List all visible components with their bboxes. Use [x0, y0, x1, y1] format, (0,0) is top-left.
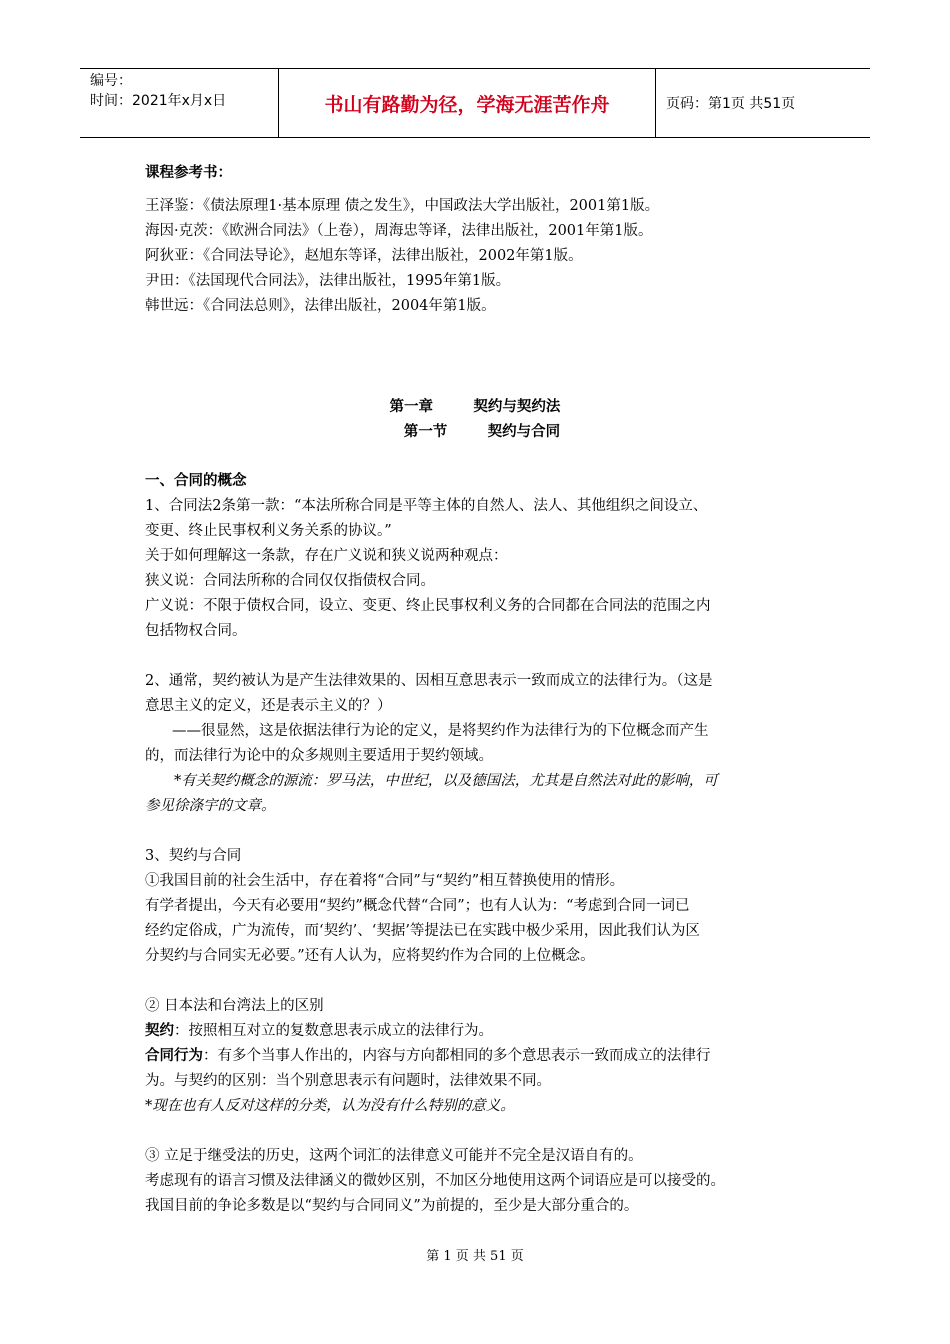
paragraph-line: ③ 立足于继受法的历史，这两个词汇的法律意义可能并不完全是汉语自有的。 — [145, 1148, 643, 1164]
paragraph-line: 的，而法律行为论中的众多规则主要适用于契约领域。 — [145, 748, 493, 764]
term-label: 合同行为 — [145, 1048, 203, 1064]
italic-note: *现在也有人反对这样的分类，认为没有什么特别的意义。 — [145, 1098, 515, 1114]
paragraph-line: ——很显然，这是依据法律行为论的定义，是将契约作为法律行为的下位概念而产生 — [172, 723, 709, 739]
header-meta-cell — [80, 69, 279, 137]
italic-note: 参见徐涤宇的文章。 — [145, 798, 276, 814]
paragraph-line: 广义说：不限于债权合同，设立、变更、终止民事权利义务的合同都在合同法的范围之内 — [145, 598, 711, 614]
paragraph-line: 经约定俗成，广为流传，而‘契约’、‘契据’等提法已在实践中极少采用，因此我们认为区 — [145, 923, 700, 939]
paragraph-line: 有学者提出，今天有必要用“契约”概念代替“合同”；也有人认为：“考虑到合同一词已 — [145, 898, 690, 914]
header-time: 时间：2021年x月x日 — [90, 93, 227, 109]
paragraph-line: 变更、终止民事权利义务关系的协议。” — [145, 523, 392, 539]
header-table — [80, 68, 870, 138]
italic-note: *有关契约概念的源流：罗马法，中世纪，以及德国法，尤其是自然法对此的影响，可 — [174, 773, 718, 789]
paragraph-line: 关于如何理解这一条款，存在广义说和狭义说两种观点： — [145, 548, 508, 564]
paragraph-line: 考虑现有的语言习惯及法律涵义的微妙区别，不加区分地使用这两个词语应是可以接受的。 — [145, 1173, 725, 1189]
definition-line — [145, 1021, 493, 1041]
paragraph-line: ①我国目前的社会生活中，存在着将“合同”与“契约”相互替换使用的情形。 — [145, 873, 625, 889]
page-footer: 第 1 页 共 51 页 — [426, 1249, 524, 1264]
heading-concept: 一、合同的概念 — [145, 473, 247, 489]
paragraph-line: 3、契约与合同 — [145, 848, 242, 864]
paragraph-line: 意思主义的定义，还是表示主义的？） — [145, 698, 392, 714]
ref-item: 阿狄亚：《合同法导论》，赵旭东等译，法律出版社，2002年第1版。 — [145, 248, 583, 264]
paragraph-line: ② 日本法和台湾法上的区别 — [145, 998, 324, 1014]
paragraph-line: 分契约与合同实无必要。”还有人认为，应将契约作为合同的上位概念。 — [145, 948, 595, 964]
header-number: 编号： — [90, 73, 132, 89]
paragraph-line: 2、通常，契约被认为是产生法律效果的、因相互意思表示一致而成立的法律行为。（这是 — [145, 673, 713, 689]
chapter-title: 第一章 契约与契约法 — [389, 399, 561, 415]
refs-title: 课程参考书： — [145, 165, 232, 181]
paragraph-line: 我国目前的争论多数是以“契约与合同同义”为前提的，至少是大部分重合的。 — [145, 1198, 639, 1214]
term-label: 契约 — [145, 1023, 174, 1039]
definition-text: ：有多个当事人作出的，内容与方向都相同的多个意思表示一致而成立的法律行 — [203, 1048, 711, 1064]
ref-item: 王泽鉴：《债法原理1·基本原理 债之发生》，中国政法大学出版社，2001第1版。 — [145, 198, 660, 214]
paragraph-line: 为。与契约的区别：当个别意思表示有问题时，法律效果不同。 — [145, 1073, 551, 1089]
ref-item: 尹田：《法国现代合同法》，法律出版社，1995年第1版。 — [145, 273, 511, 289]
ref-item: 韩世远：《合同法总则》，法律出版社，2004年第1版。 — [145, 298, 496, 314]
ref-item: 海因·克茨：《欧洲合同法》（上卷），周海忠等译，法律出版社，2001年第1版。 — [145, 223, 653, 239]
paragraph-line: 1、合同法2条第一款：“本法所称合同是平等主体的自然人、法人、其他组织之间设立、 — [145, 498, 708, 514]
header-page-info: 页码：第1页 共51页 — [666, 96, 796, 112]
section-title: 第一节 契约与合同 — [403, 424, 561, 440]
definition-text: ：按照相互对立的复数意思表示成立的法律行为。 — [174, 1023, 493, 1039]
definition-line — [145, 1046, 711, 1066]
paragraph-line: 狭义说：合同法所称的合同仅仅指债权合同。 — [145, 573, 435, 589]
paragraph-line: 包括物权合同。 — [145, 623, 247, 639]
header-motto: 书山有路勤为径，学海无涯苦作舟 — [279, 69, 656, 137]
